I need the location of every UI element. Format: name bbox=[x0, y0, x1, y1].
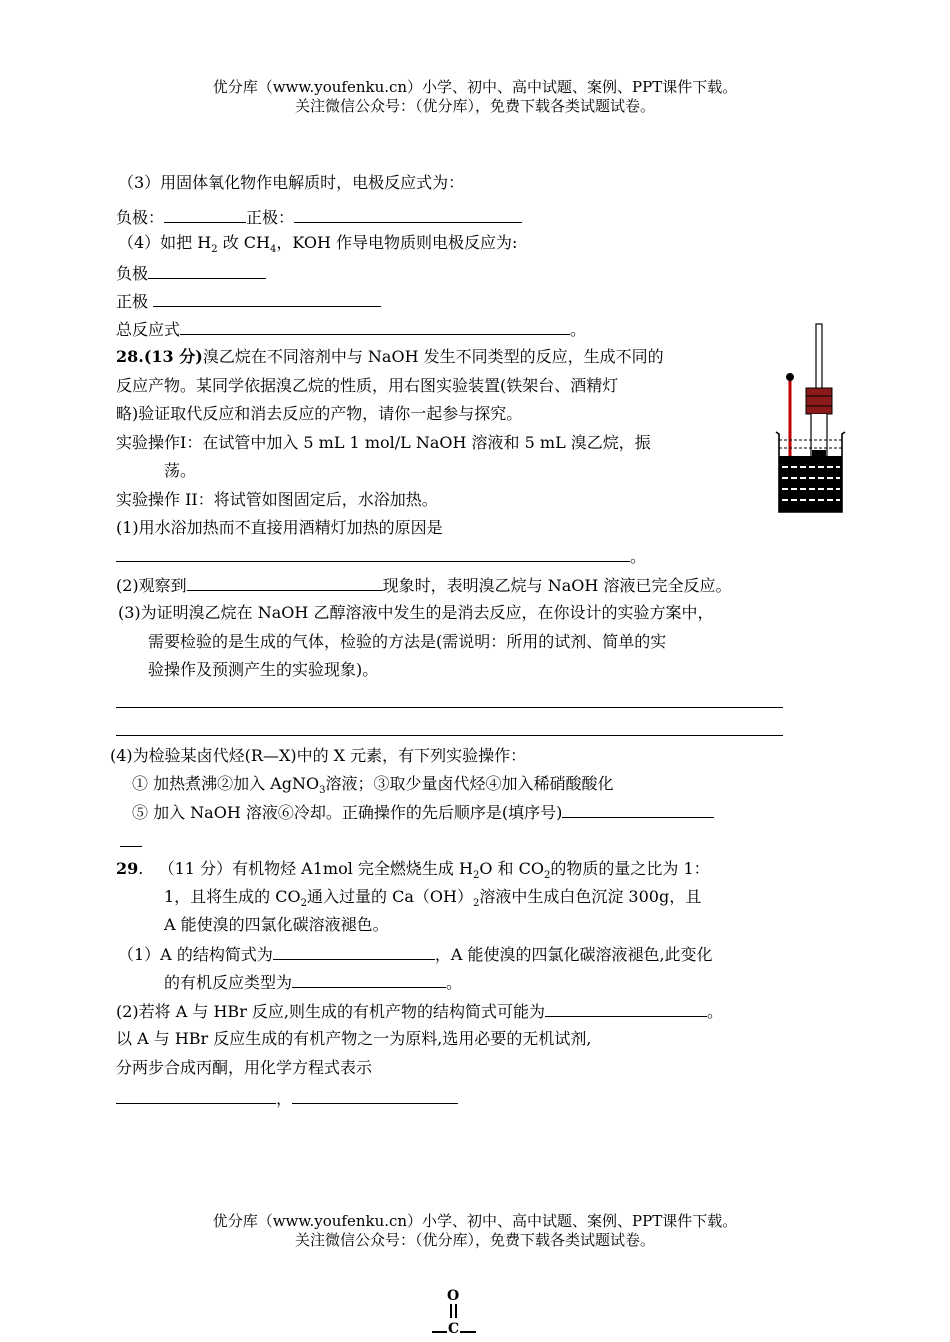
q28-op1-line2: 荡。 bbox=[164, 461, 197, 480]
carbonyl-oxygen: O bbox=[447, 1288, 460, 1304]
q28-part4-title: (4)为检验某卤代烃(R—X)中的 X 元素，有下列实验操作： bbox=[110, 746, 527, 765]
q28-intro-2: 反应产物。某同学依据溴乙烷的性质，用右图实验装置(铁架台、酒精灯 bbox=[116, 376, 619, 395]
q29-part2-line2: 以 A 与 HBr 反应生成的有机产物之一为原料,选用必要的无机试剂, bbox=[116, 1029, 592, 1048]
q29-part1-line2: 的有机反应类型为 。 bbox=[164, 973, 463, 992]
q29-equation-blank-1[interactable] bbox=[116, 1087, 276, 1104]
q28-part1-blank[interactable] bbox=[116, 545, 630, 562]
q28-part1-question: (1)用水浴加热而不直接用酒精灯加热的原因是 bbox=[116, 518, 443, 537]
q28-part3-answer-line-1[interactable] bbox=[116, 707, 783, 708]
q29-equation-blank-2[interactable] bbox=[292, 1087, 458, 1104]
q27-part4-neg: 负极 bbox=[116, 262, 266, 285]
rubber-stopper bbox=[806, 388, 832, 414]
footer-line-1: 优分库（www.youfenku.cn）小学、初中、高中试题、案例、PPT课件下载。 bbox=[212, 1212, 738, 1230]
q27-part3-title: （3）用固体氧化物作电解质时，电极反应式为： bbox=[118, 173, 465, 192]
footer-line-2: 关注微信公众号：（优分库），免费下载各类试题试卷。 bbox=[294, 1231, 655, 1249]
carbonyl-carbon: C bbox=[448, 1321, 460, 1337]
q28-intro-1: 28.(13 分)溴乙烷在不同溶剂中与 NaOH 发生不同类型的反应，生成不同的 bbox=[116, 347, 664, 366]
q27-part3-electrodes bbox=[116, 206, 522, 229]
header-line-1: 优分库（www.youfenku.cn）小学、初中、高中试题、案例、PPT课件下载。 bbox=[212, 78, 738, 96]
q27-part4-pos: 正极 bbox=[116, 290, 381, 313]
q28-part4-blank-tail[interactable] bbox=[120, 846, 142, 847]
water-bath-apparatus bbox=[770, 320, 850, 520]
q27-part4-total-blank[interactable] bbox=[180, 318, 570, 335]
q28-part3-answer-line-2[interactable] bbox=[116, 735, 783, 736]
q29-intro-3: A 能使溴的四氯化碳溶液褪色。 bbox=[164, 915, 389, 934]
q28-part4-ops-2: ⑤ 加入 NaOH 溶液⑥冷却。正确操作的先后顺序是(填序号) bbox=[132, 801, 714, 824]
q28-part3-line1: (3)为证明溴乙烷在 NaOH 乙醇溶液中发生的是消去反应，在你设计的实验方案中， bbox=[118, 603, 714, 622]
q27-part3-pos-label: 正极： bbox=[246, 208, 295, 227]
carbonyl-group bbox=[428, 1288, 480, 1342]
q27-part4-neg-blank[interactable] bbox=[148, 262, 266, 279]
q29-part2-line3: 分两步合成丙酮，用化学方程式表示 bbox=[116, 1058, 373, 1077]
header-line-2: 关注微信公众号：（优分库），免费下载各类试题试卷。 bbox=[294, 97, 655, 115]
q27-part4-total: 总反应式 。 bbox=[116, 320, 587, 339]
q28-intro-3: 略)验证取代反应和消去反应的产物，请你一起参与探究。 bbox=[116, 404, 523, 423]
q29-part2-answers: ， bbox=[116, 1087, 458, 1110]
q29-intro-1: 29. （11 分）有机物烃 A1mol 完全燃烧生成 $H_2O$ 和 $CO_2$的物质的量之比为 1： bbox=[116, 859, 710, 882]
q29-part2-line1: (2)若将 A 与 HBr 反应,则生成的有机产物的结构简式可能为 。 bbox=[116, 1002, 724, 1021]
q27-part3-neg-label: 负极： bbox=[116, 208, 165, 227]
q29-part1-structure-blank[interactable] bbox=[273, 943, 435, 960]
q28-part4-blank[interactable] bbox=[562, 801, 714, 818]
q28-part2: (2)观察到 现象时，表明溴乙烷与 NaOH 溶液已完全反应。 bbox=[116, 576, 732, 595]
q28-part1-answer: 。 bbox=[116, 545, 646, 568]
q27-part3-neg-blank[interactable] bbox=[164, 206, 246, 223]
q28-op1-line1: 实验操作Ⅰ：在试管中加入 5 mL 1 mol/L NaOH 溶液和 5 mL 溴乙烷，振 bbox=[116, 433, 651, 452]
q29-intro-2: 1，且将生成的 $CO_2$通入过量的 $Ca(OH)_2$溶液中生成白色沉淀 300g，且 bbox=[164, 887, 702, 910]
q28-op2: 实验操作 II：将试管如图固定后，水浴加热。 bbox=[116, 490, 438, 509]
q28-part3-line3: 验操作及预测产生的实验现象)。 bbox=[148, 660, 379, 679]
q29-part1-type-blank[interactable] bbox=[292, 971, 446, 988]
q28-part2-blank[interactable] bbox=[187, 574, 383, 591]
q27-part3-pos-blank[interactable] bbox=[294, 206, 522, 223]
q27-part4-pos-blank[interactable] bbox=[153, 290, 381, 307]
q29-part1-line1: （1）A 的结构简式为 ，A 能使溴的四氯化碳溶液褪色,此变化 bbox=[118, 945, 713, 964]
q28-part4-ops-1: ① 加热煮沸②加入 AgNO$_3$溶液；③取少量卤代烃④加入稀硝酸酸化 bbox=[132, 774, 614, 797]
q27-part4-title: （4）如把 $H_2$ 改 $CH_4$，KOH 作导电物质则电极反应为: bbox=[118, 233, 518, 256]
q28-part3-line2: 需要检验的是生成的气体，检验的方法是(需说明：所用的试剂、简单的实 bbox=[148, 632, 667, 651]
q29-part2-product-blank[interactable] bbox=[545, 1000, 707, 1017]
